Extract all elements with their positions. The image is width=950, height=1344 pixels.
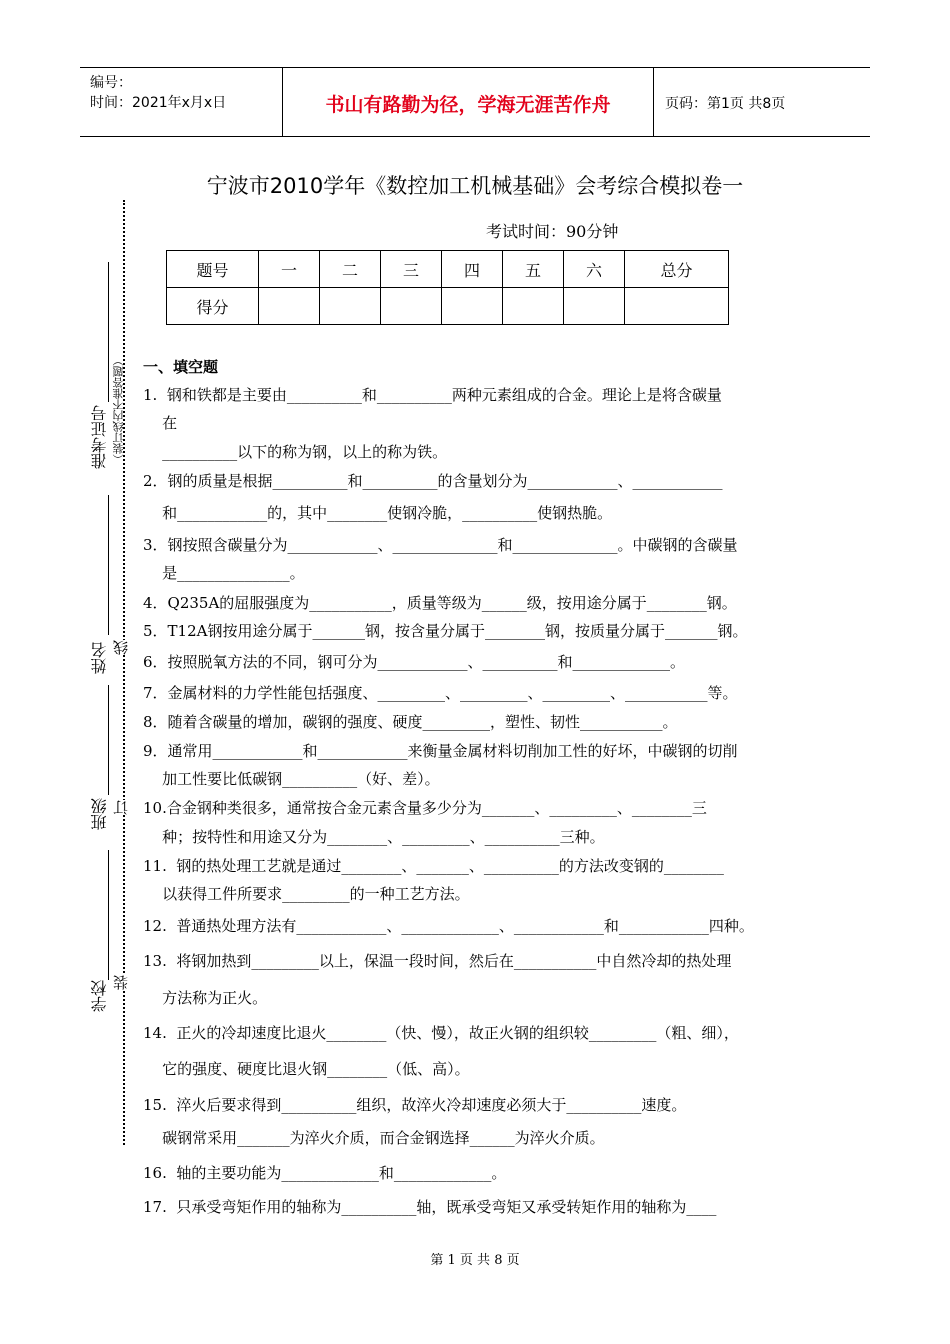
question-line: 加工性要比低碳钢__________（好、差）。 [143,770,440,788]
question-line: 方法称为正火。 [143,989,268,1007]
question-line: 4．Q235A的屈服强度为___________，质量等级为______级，按用途分属于________钢。 [143,594,737,612]
question-line: 是_______________。 [143,564,305,582]
score-header-cell: 六 [564,251,625,288]
question-line: 16. 轴的主要功能为_____________和_____________。 [143,1164,507,1182]
question-line: 6．按照脱氧方法的不同，钢可分为____________、__________和_____________。 [143,653,686,671]
page-label: 页码：第1页 共8页 [665,96,786,112]
zhuang-char: 装 [112,975,130,990]
question-line: 7．金属材料的力学性能包括强度、_________、_________、_________、___________等。 [143,684,738,702]
score-header-cell: 五 [503,251,564,288]
name-label: 姓名 [90,642,109,674]
score-header-cell: 四 [442,251,503,288]
page-header [80,67,870,137]
school-label: 学校 [90,980,109,1012]
question-line: __________以下的称为钢，以上的称为铁。 [143,443,448,461]
score-cell[interactable] [564,288,625,325]
class-blank-line [108,685,109,795]
school-blank-line [108,850,109,980]
question-line: 3．钢按照含碳量分为____________、______________和______________。中碳钢的含碳量 [143,536,738,554]
question-line: 和____________的，其中________使钢冷脆，__________使钢热脆。 [143,504,613,522]
question-line: 13. 将钢加热到_________以上，保温一段时间，然后在___________中自然冷却的热处理 [143,952,732,970]
score-cell[interactable] [259,288,320,325]
question-line: 15. 淬火后要求得到__________组织，故淬火冷却速度必须大于__________速度。 [143,1096,687,1114]
question-line: 碳钢常采用_______为淬火介质，而合金钢选择______为淬火介质。 [143,1129,605,1147]
score-header-cell: 二 [320,251,381,288]
score-cell[interactable] [625,288,729,325]
xian-char: 线 [112,640,130,655]
page-footer: 第 1 页 共 8 页 [430,1253,520,1268]
question-line: 5．T12A钢按用途分属于_______钢，按含量分属于________钢，按质量分属于_______钢。 [143,622,748,640]
score-table-header-row [167,251,729,288]
score-table-score-row [167,288,729,325]
question-line: 在 [143,414,178,432]
question-line: 种；按特性和用途又分为________、_________、__________三种。 [143,828,605,846]
question-line: 11. 钢的热处理工艺就是通过________、_______、__________的方法改变钢的________ [143,857,724,875]
score-cell[interactable] [442,288,503,325]
score-table [166,250,729,325]
score-cell[interactable] [320,288,381,325]
name-blank-line [108,495,109,635]
class-label: 班级 [90,798,109,830]
header-meta [80,68,283,136]
time-label: 时间：2021年x月x日 [90,95,227,111]
question-line: 1. 钢和铁都是主要由__________和__________两种元素组成的合金。理论上是将含碳量 [143,386,722,404]
score-cell[interactable] [503,288,564,325]
exam-time: 考试时间：90分钟 [486,222,619,241]
question-line: 2．钢的质量是根据__________和__________的含量划分为____________、____________ [143,472,723,490]
question-line: 12. 普通热处理方法有____________、_____________、____________和____________四种。 [143,917,754,935]
id-number-label: 准考证号 [90,405,109,469]
id-number-blank-line [108,262,109,402]
binding-dotted-line [123,200,125,1145]
question-line: 它的强度、硬度比退火钢________（低、高）。 [143,1060,470,1078]
score-header-cell: 一 [259,251,320,288]
binding-note: （装订线内不准答题） [112,355,125,465]
score-row-label: 得分 [167,288,259,325]
score-header-cell: 三 [381,251,442,288]
question-line: 17. 只承受弯矩作用的轴称为__________轴，既承受弯矩又承受转矩作用的轴称为____ [143,1198,717,1216]
number-label: 编号： [90,75,132,91]
motto: 书山有路勤为径，学海无涯苦作舟 [325,94,611,116]
score-cell[interactable] [381,288,442,325]
score-header-cell: 总分 [625,251,729,288]
question-line: 以获得工件所要求_________的一种工艺方法。 [143,885,470,903]
question-line: 10.合金钢种类很多，通常按合金元素含量多少分为_______、_________、________三 [143,799,707,817]
score-header-cell: 题号 [167,251,259,288]
question-line: 9．通常用____________和____________来衡量金属材料切削加工性的好坏，中碳钢的切削 [143,742,738,760]
section-heading: 一、填空题 [143,358,219,376]
question-line: 8．随着含碳量的增加，碳钢的强度、硬度_________，塑性、韧性___________。 [143,713,678,731]
page-title: 宁波市2010学年《数控加工机械基础》会考综合模拟卷一 [206,174,744,198]
ding-char: 订 [112,800,130,815]
question-line: 14. 正火的冷却速度比退火________（快、慢），故正火钢的组织较_________（粗、细）， [143,1024,739,1042]
header-motto-cell [283,68,654,136]
